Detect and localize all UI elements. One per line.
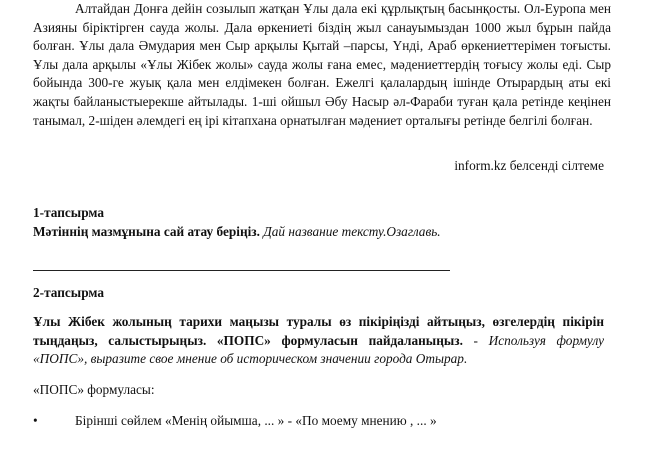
task2-body <box>33 313 604 369</box>
source-citation: inform.kz белсенді сілтеме <box>454 158 604 173</box>
main-paragraph <box>33 0 611 130</box>
paragraph-text: Алтайдан Донға дейін созылып жатқан Ұлы дала екі құрлықтың басынқосты. Ол-Еуропа мен Азияны біріктірген сауда жолы. Дала өркениеті біздің жыл санауымыздан 1000 жыл бұрын пайда болған. Ұлы дала Әмудария мен Сыр арқылы Қытай –парсы, Үнді, Араб өркениеттерімен тоғысты. Ұлы дала арқылы «Ұлы Жібек жолы» сауда жолы ғана емес, мәдениеттердің тоғысу жолы еді. Сыр бойында 300-ге жуық қала мен елдімекен болған. Ежелгі қалалардың ішінде Отырардың аты екі жақты байланыстыерекше айтылады. 1-ші ойшыл Әбу Насыр әл-Фараби туған қала ретінде кеңінен танымал, 2-шіден әлемдегі ең ірі кітапхана орнатылған мәдениет орталығы ретінде белгілі болған. <box>33 1 611 128</box>
bullet-icon: • <box>33 413 38 428</box>
task1-question <box>33 224 623 240</box>
task1-question-kazakh: Мәтіннің мазмұнына сай атау беріңіз. <box>33 224 260 239</box>
answer-line <box>33 270 450 271</box>
task2-heading: 2-тапсырма <box>33 285 104 300</box>
formula-label: «ПОПС» формуласы: <box>33 382 155 397</box>
bullet-text: Бірінші сөйлем «Менің ойымша, ... » - «По моему мнению , ... » <box>75 413 437 428</box>
task1-heading: 1-тапсырма <box>33 205 104 220</box>
task2-body-russian: - Используя формулу «ПОПС», выразите свое мнение об историческом значении города Отырар. <box>33 332 604 367</box>
task2-body-kazakh: Ұлы Жібек жолының тарихи маңызы туралы өз пікіріңізді айтыңыз, өзгелердің пікірін тыңдаңыз, салыстырыңыз. «ПОПС» формуласын пайдаланыңыз. <box>33 314 604 348</box>
task1-question-russian: Дай название тексту.Озаглавь. <box>263 224 441 239</box>
